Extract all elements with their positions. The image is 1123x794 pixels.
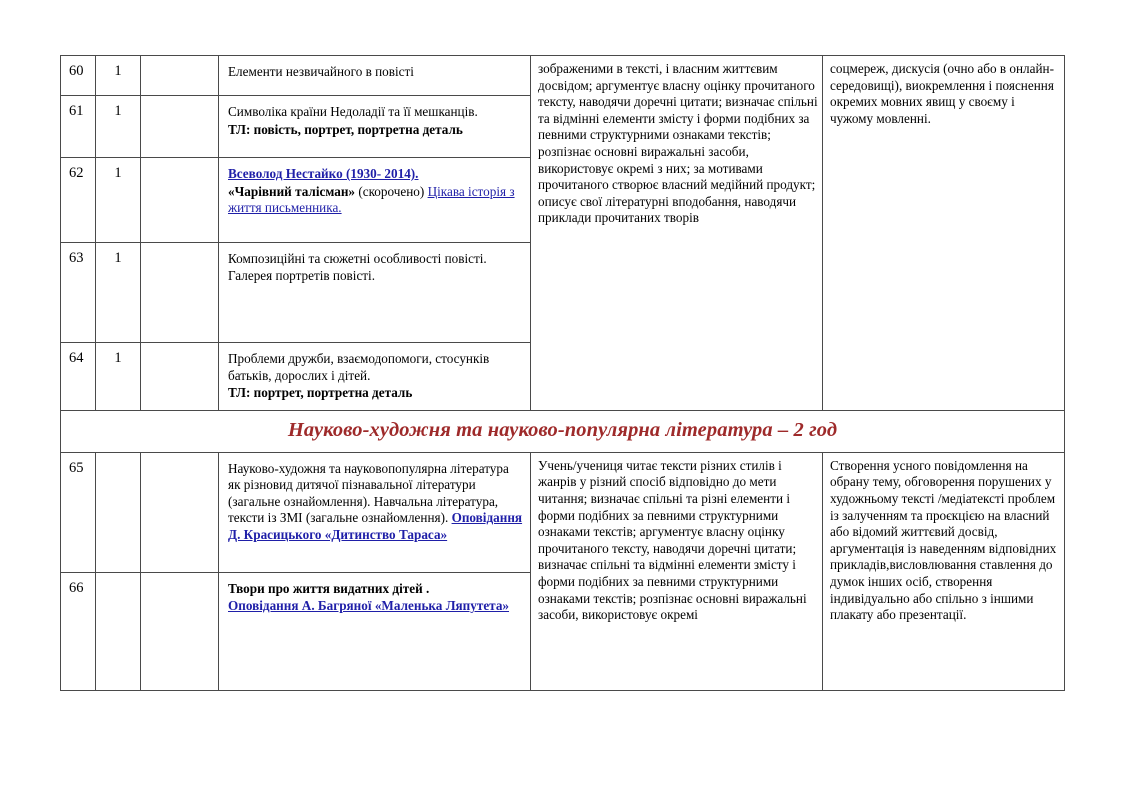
topic-term-label: ТЛ: повість, портрет, портретна деталь bbox=[228, 121, 463, 137]
row-topic bbox=[219, 572, 531, 690]
row-date bbox=[141, 96, 219, 158]
topic-text: Проблеми дружби, взаємодопомоги, стосунків батьків, дорослих і дітей. bbox=[228, 351, 490, 383]
author-story-link[interactable]: Цікава історія з життя письменника. bbox=[228, 183, 515, 216]
row-topic bbox=[219, 243, 531, 343]
outcomes-cell bbox=[531, 452, 823, 690]
row-number: 64 bbox=[61, 343, 96, 411]
activities-cell bbox=[823, 56, 1065, 411]
row-number: 61 bbox=[61, 96, 96, 158]
section-header-cell bbox=[61, 411, 1065, 453]
work-note: (скорочено) bbox=[355, 183, 428, 199]
row-date bbox=[141, 572, 219, 690]
row-number: 66 bbox=[61, 572, 96, 690]
table-row bbox=[61, 56, 1065, 96]
row-hours: 1 bbox=[96, 243, 141, 343]
row-date bbox=[141, 243, 219, 343]
author-link[interactable]: Всеволод Нестайко (1930- 2014). bbox=[228, 166, 419, 181]
activities-text: соцмереж, дискусія (очно або в онлайн-середовищі), виокремлення і пояснення окремих мовних явищ у своєму і чужому мовленні. bbox=[830, 61, 1054, 126]
work-title: «Чарівний талісман» bbox=[228, 183, 356, 199]
row-hours: 1 bbox=[96, 56, 141, 96]
row-number: 62 bbox=[61, 158, 96, 243]
activities-text: Створення усного повідомлення на обрану тему, обговорення порушених у художньому тексті /медіатексті проблем із залученням та проєкцією на власний або відомий життєвий досвід, аргументація із наведенням відповідних прикладів,висловлювання ставлення до думок інших осіб, створення індивідуально або спільно з іншими плакату або презентації. bbox=[830, 457, 1057, 623]
topic-author-link-wrap bbox=[228, 166, 524, 183]
row-hours: 1 bbox=[96, 343, 141, 411]
row-date bbox=[141, 158, 219, 243]
row-topic bbox=[219, 158, 531, 243]
topic-text: Науково-художня та науковопопулярна література як різновид дитячої пізнавальної літератури (загальне ознайомлення). Навчальна література, тексти із ЗМІ (загальне ознайомлення). bbox=[228, 460, 509, 526]
activities-cell bbox=[823, 452, 1065, 690]
row-hours: 1 bbox=[96, 96, 141, 158]
row-hours bbox=[96, 572, 141, 690]
topic-paragraph bbox=[228, 461, 524, 544]
topic-text: Твори про життя видатних дітей . bbox=[228, 580, 430, 596]
outcomes-cell bbox=[531, 56, 823, 411]
topic-text: Елементи незвичайного в повісті bbox=[228, 64, 414, 79]
row-number: 63 bbox=[61, 243, 96, 343]
outcomes-text: зображеними в тексті, і власним життєвим досвідом; аргументує власну оцінку прочитаного тексту, наводячи доречні цитати; визначає спільні та відмінні елементи змісту і форми подібних за певними структурними ознаками текстів; розпізнає основні виражальні засоби, використовує окремі з них; за мотивами прочитаного створює власний медійний продукт; описує свої літературні вподобання, наводячи приклади прочитаних творів bbox=[538, 61, 818, 226]
topic-text: Композиційні та сюжетні особливості повісті. Галерея портретів повісті. bbox=[228, 251, 487, 283]
topic-term-label: ТЛ: портрет, портретна деталь bbox=[228, 385, 413, 401]
topic-link-wrap bbox=[228, 598, 524, 615]
topic-work-line bbox=[228, 184, 524, 217]
row-number: 65 bbox=[61, 452, 96, 572]
outcomes-text: Учень/учениця читає тексти різних стилів і жанрів у різний спосіб відповідно до мети читання; визначає спільні та різні елементи і форми подібних за певними структурними ознаками текстів; аргументує власну оцінку прочитаного тексту, наводячи доречні цитати; визначає спільні та відмінні елементи змісту і форми подібних за певними структурними ознаками текстів; розпізнає основні виражальні засоби, використовує окремі bbox=[538, 457, 807, 623]
row-topic bbox=[219, 343, 531, 411]
table-row bbox=[61, 452, 1065, 572]
section-header-row bbox=[61, 411, 1065, 453]
curriculum-table bbox=[60, 55, 1065, 691]
topic-text: Символіка країни Недоладії та її мешканців. bbox=[228, 104, 478, 119]
row-topic bbox=[219, 96, 531, 158]
story-link[interactable]: Оповідання Д. Красицького «Дитинство Тараса» bbox=[228, 510, 523, 542]
row-number: 60 bbox=[61, 56, 96, 96]
row-topic bbox=[219, 452, 531, 572]
section-title: Науково-художня та науково-популярна література – 2 год bbox=[287, 419, 838, 441]
row-topic bbox=[219, 56, 531, 96]
row-hours bbox=[96, 452, 141, 572]
row-date bbox=[141, 56, 219, 96]
story-link[interactable]: Оповідання А. Багряної «Маленька Ляпутета» bbox=[228, 598, 510, 614]
row-hours: 1 bbox=[96, 158, 141, 243]
row-date bbox=[141, 343, 219, 411]
row-date bbox=[141, 452, 219, 572]
